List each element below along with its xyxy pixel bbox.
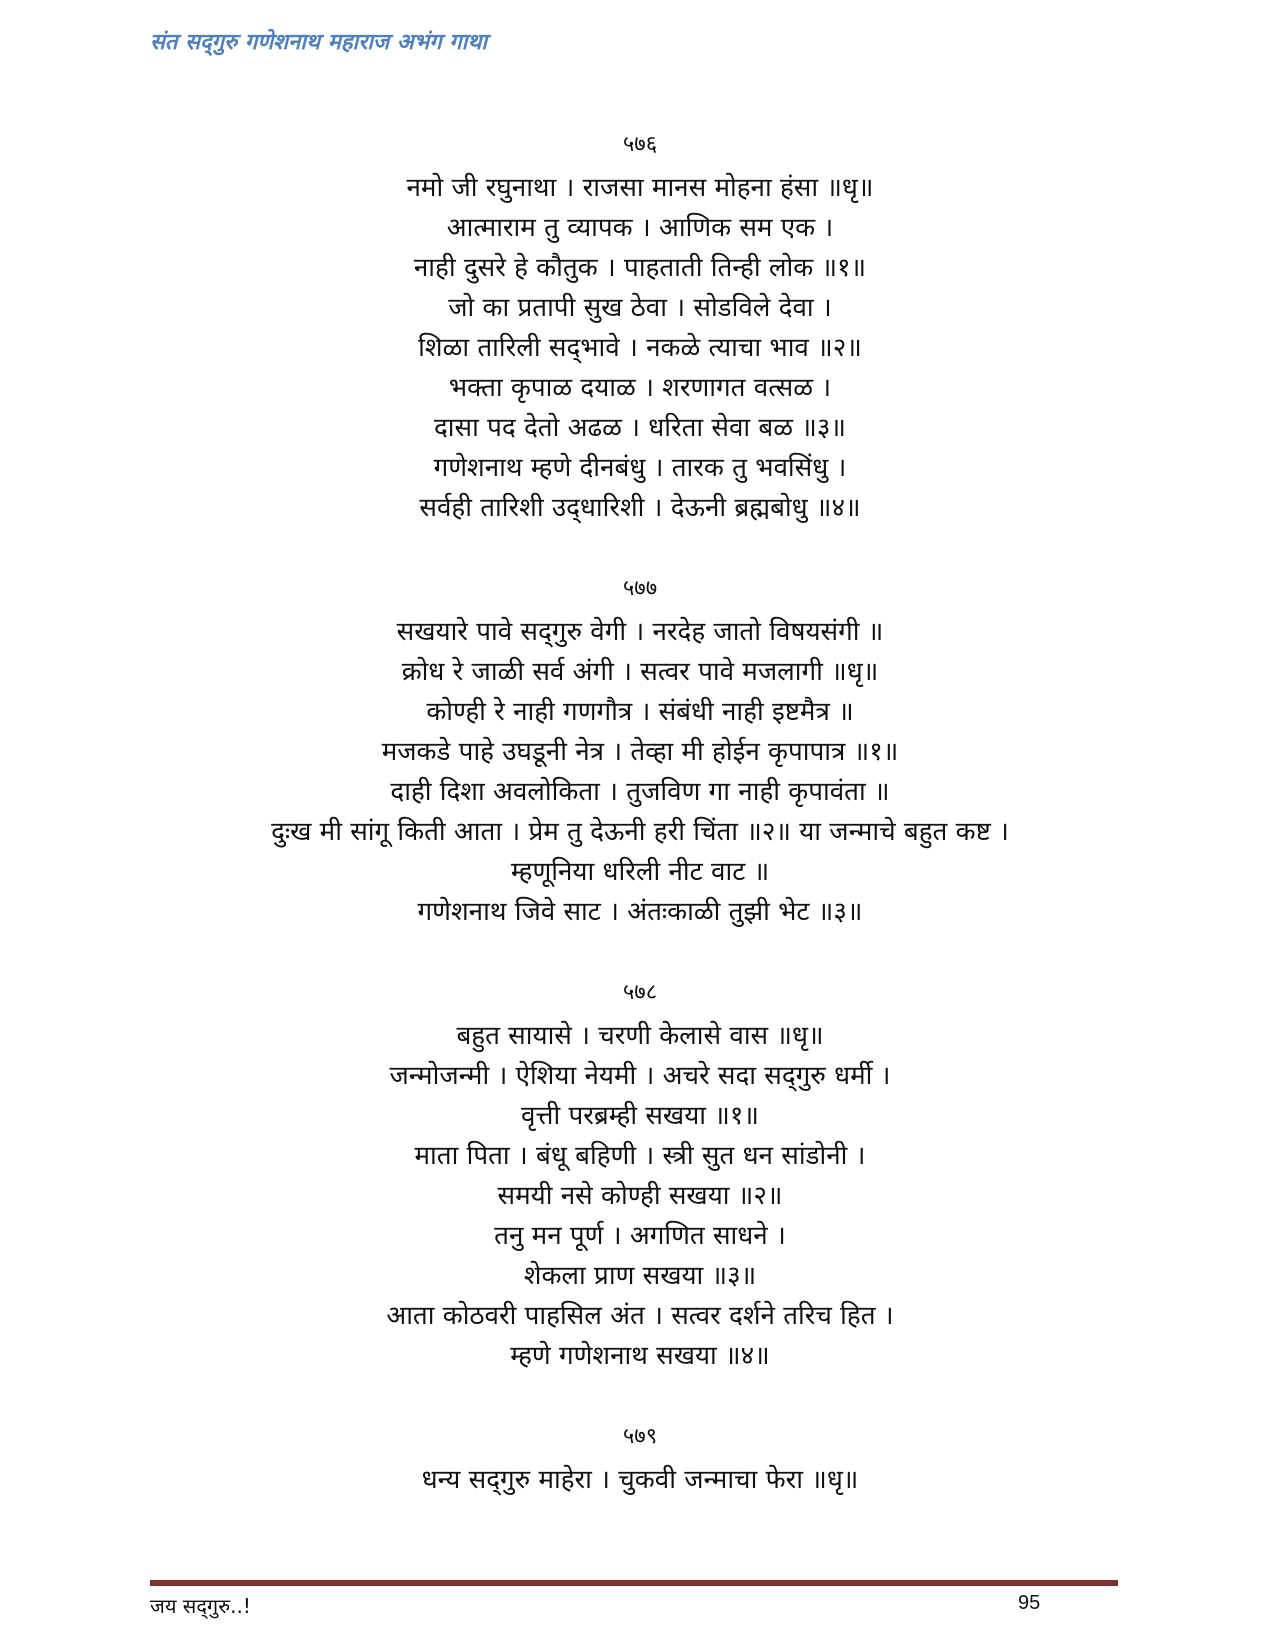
verse-line: गणेशनाथ म्हणे दीनबंधु । तारक तु भवसिंधु । (433, 453, 847, 483)
page-number: 95 (1018, 1592, 1041, 1614)
verse-line: आत्माराम तु व्यापक । आणिक सम एक । (446, 213, 834, 243)
verse-line: दाही दिशा अवलोकिता । तुजविण गा नाही कृपावंता ॥ (390, 777, 890, 807)
verse-line: धन्य सद्‌गुरु माहेरा । चुकवी जन्माचा फेरा ॥धृ॥ (421, 1465, 859, 1495)
verse-line: कोण्ही रे नाही गणगौत्र । संबंधी नाही इष्टमैत्र ॥ (426, 697, 854, 727)
abhang-579 (150, 1420, 1130, 1500)
verse-line: क्रोध रे जाळी सर्व अंगी । सत्वर पावे मजलागी ॥धृ॥ (401, 657, 879, 687)
verse-line: बहुत सायासे । चरणी केलासे वास ॥धृ॥ (456, 1021, 824, 1051)
verse-line: सखयारे पावे सद्‌गुरु वेगी । नरदेह जातो विषयसंगी ॥ (396, 617, 884, 647)
verse-line: तनु मन पूर्ण । अगणित साधने । (494, 1221, 786, 1251)
abhang-number: ५७६ (622, 132, 658, 157)
verse-line: जन्मोजन्मी । ऐशिया नेयमी । अचरे सदा सद्‌गुरु धर्मी । (389, 1061, 891, 1091)
verse-line: आता कोठवरी पाहसिल अंत । सत्वर दर्शने तरिच हित । (386, 1301, 894, 1331)
verse-line: दासा पद देतो अढळ । धरिता सेवा बळ ॥३॥ (434, 413, 846, 443)
abhang-number: ५७७ (622, 576, 658, 601)
abhang-578 (150, 976, 1130, 1376)
abhang-577 (150, 572, 1130, 932)
running-header: संत सद्‌गुरु गणेशनाथ महाराज अभंग गाथा (150, 30, 488, 55)
verse-line: म्हणे गणेशनाथ सखया ॥४॥ (510, 1341, 770, 1371)
verse-line: नमो जी रघुनाथा । राजसा मानस मोहना हंसा ॥धृ॥ (406, 173, 874, 203)
verse-line: शेकला प्राण सखया ॥३॥ (523, 1261, 757, 1291)
verse-line: समयी नसे कोण्ही सखया ॥२॥ (497, 1181, 783, 1211)
verse-line: वृत्ती परब्रम्ही सखया ॥१॥ (521, 1101, 759, 1131)
abhang-576 (150, 128, 1130, 528)
verse-line: गणेशनाथ जिवे साट । अंतःकाळी तुझी भेट ॥३॥ (417, 897, 863, 927)
verse-line: मजकडे पाहे उघडूनी नेत्र । तेव्हा मी होईन कृपापात्र ॥१॥ (381, 737, 899, 767)
abhang-number: ५७९ (622, 1424, 658, 1449)
verse-line: माता पिता । बंधू बहिणी । स्त्री सुत धन सांडोनी । (414, 1141, 866, 1171)
verse-line: नाही दुसरे हे कौतुक । पाहताती तिन्ही लोक ॥१॥ (413, 253, 867, 283)
verse-line: भक्ता कृपाळ दयाळ । शरणागत वत्सळ । (448, 373, 832, 403)
footer-divider (150, 1580, 1118, 1586)
verse-line: जो का प्रतापी सुख ठेवा । सोडविले देवा । (448, 293, 832, 323)
abhang-content (150, 128, 1130, 1500)
abhang-number: ५७८ (622, 980, 658, 1005)
footer-text: जय सद्‌गुरु..! (150, 1594, 251, 1618)
verse-line: सर्वही तारिशी उद्‌धारिशी । देऊनी ब्रह्मबोधु ॥४॥ (419, 493, 861, 523)
verse-line: दुःख मी सांगू किती आता । प्रेम तु देऊनी हरी चिंता ॥२॥ या जन्माचे बहुत कष्ट । (271, 817, 1009, 847)
verse-line: शिळा तारिली सद्‌भावे । नकळे त्याचा भाव ॥२॥ (418, 333, 862, 363)
verse-line: म्हणूनिया धरिली नीट वाट ॥ (510, 857, 770, 887)
